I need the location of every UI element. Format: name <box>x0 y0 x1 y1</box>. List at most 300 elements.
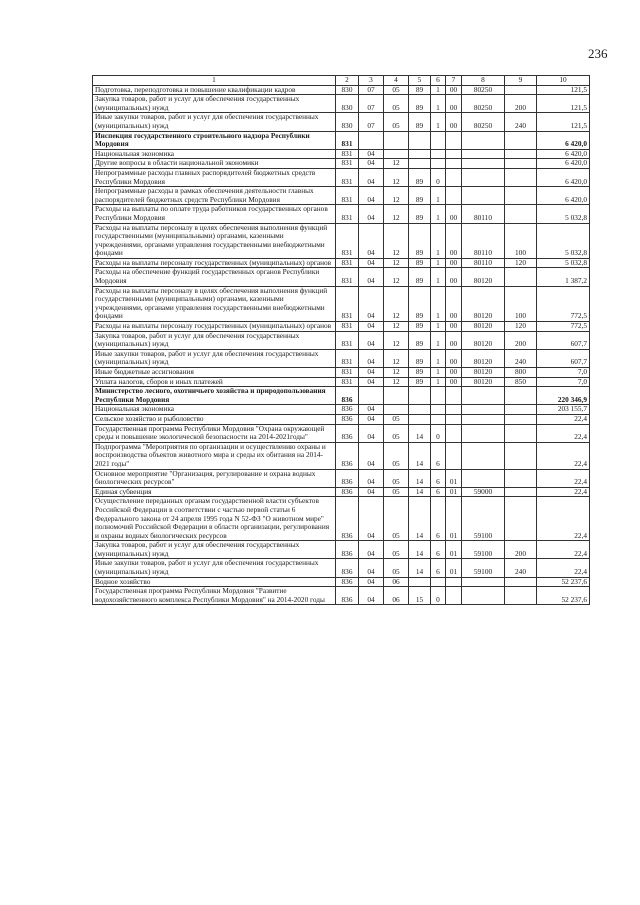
cell-section-code: 04 <box>359 268 384 286</box>
cell-direction-code: 80250 <box>462 113 505 131</box>
cell-subsection-code: 12 <box>384 368 409 378</box>
cell-item-name: Расходы на обеспечение функций государственных органов Республики Мордовия <box>93 268 336 286</box>
cell-amount: 6 420,0 <box>537 187 590 205</box>
cell-subsection-code: 06 <box>384 587 409 605</box>
cell-ministry-code: 831 <box>336 149 359 159</box>
cell-subsection-code: 12 <box>384 268 409 286</box>
cell-activity-code: 00 <box>446 205 462 223</box>
table-row <box>93 168 590 186</box>
cell-item-name: Иные закупки товаров, работ и услуг для обеспечения государственных (муниципальных) нужд <box>93 559 336 577</box>
cell-section-code: 07 <box>359 95 384 113</box>
cell-item-name: Министерство лесного, охотничьего хозяйства и природопользования Республики Мордовия <box>93 387 336 405</box>
cell-section-code: 04 <box>359 587 384 605</box>
table-row <box>93 268 590 286</box>
cell-program-code <box>409 149 431 159</box>
cell-direction-code: 80250 <box>462 95 505 113</box>
cell-section-code <box>359 387 384 405</box>
cell-amount: 5 032,8 <box>537 258 590 268</box>
cell-item-name: Инспекция государственного строительного надзора Республики Мордовия <box>93 131 336 149</box>
cell-section-code: 04 <box>359 187 384 205</box>
cell-subprogram-code: 0 <box>431 587 446 605</box>
cell-subprogram-code: 1 <box>431 286 446 321</box>
cell-program-code: 89 <box>409 85 431 95</box>
table-row <box>93 258 590 268</box>
cell-activity-code <box>446 424 462 442</box>
cell-amount: 772,5 <box>537 322 590 332</box>
cell-subsection-code: 12 <box>384 205 409 223</box>
cell-direction-code: 59100 <box>462 559 505 577</box>
cell-ministry-code: 836 <box>336 424 359 442</box>
cell-activity-code: 00 <box>446 258 462 268</box>
cell-section-code: 04 <box>359 405 384 415</box>
column-header-4: 4 <box>384 76 409 86</box>
cell-program-code <box>409 159 431 169</box>
cell-direction-code <box>462 469 505 487</box>
cell-ministry-code: 836 <box>336 559 359 577</box>
cell-direction-code: 80120 <box>462 286 505 321</box>
cell-subprogram-code <box>431 131 446 149</box>
table-row <box>93 286 590 321</box>
cell-item-name: Подпрограмма "Мероприятия по организации и осуществлению охраны и воспроизводства объектов животного мира и среды их обитания на 2014-2021 годы" <box>93 442 336 469</box>
cell-subsection-code: 12 <box>384 187 409 205</box>
cell-expense-type-code: 240 <box>505 349 537 367</box>
cell-subsection-code <box>384 387 409 405</box>
cell-direction-code <box>462 442 505 469</box>
cell-amount: 5 032,8 <box>537 205 590 223</box>
cell-direction-code: 80120 <box>462 349 505 367</box>
cell-expense-type-code: 200 <box>505 95 537 113</box>
cell-expense-type-code: 100 <box>505 223 537 258</box>
cell-expense-type-code <box>505 168 537 186</box>
cell-program-code: 14 <box>409 487 431 497</box>
cell-program-code: 89 <box>409 223 431 258</box>
cell-program-code <box>409 414 431 424</box>
cell-subprogram-code: 6 <box>431 487 446 497</box>
cell-ministry-code: 831 <box>336 159 359 169</box>
cell-section-code: 07 <box>359 85 384 95</box>
cell-expense-type-code <box>505 577 537 587</box>
cell-amount: 6 420,0 <box>537 131 590 149</box>
cell-item-name: Национальная экономика <box>93 405 336 415</box>
cell-activity-code <box>446 587 462 605</box>
table-row <box>93 85 590 95</box>
cell-item-name: Иные закупки товаров, работ и услуг для обеспечения государственных (муниципальных) нужд <box>93 349 336 367</box>
cell-section-code: 04 <box>359 414 384 424</box>
cell-activity-code: 01 <box>446 559 462 577</box>
cell-subsection-code: 12 <box>384 349 409 367</box>
cell-subsection-code: 05 <box>384 559 409 577</box>
cell-amount: 22,4 <box>537 442 590 469</box>
table-row <box>93 387 590 405</box>
cell-item-name: Иные бюджетные ассигнования <box>93 368 336 378</box>
cell-section-code: 04 <box>359 577 384 587</box>
cell-subsection-code: 12 <box>384 223 409 258</box>
cell-activity-code <box>446 577 462 587</box>
table-row <box>93 95 590 113</box>
cell-activity-code <box>446 131 462 149</box>
cell-expense-type-code: 240 <box>505 113 537 131</box>
cell-item-name: Расходы на выплаты персоналу в целях обеспечения выполнения функций государственными (муниципальными) органами, казенными учреждениями, органами управления государственными внебюджетными фондами <box>93 286 336 321</box>
cell-direction-code <box>462 414 505 424</box>
page-number: 236 <box>588 46 608 61</box>
cell-subprogram-code: 6 <box>431 442 446 469</box>
cell-expense-type-code <box>505 149 537 159</box>
cell-expense-type-code <box>505 469 537 487</box>
cell-subprogram-code <box>431 405 446 415</box>
cell-ministry-code: 836 <box>336 387 359 405</box>
cell-ministry-code: 831 <box>336 268 359 286</box>
cell-item-name: Подготовка, переподготовка и повышение квалификации кадров <box>93 85 336 95</box>
cell-activity-code: 01 <box>446 469 462 487</box>
cell-section-code: 04 <box>359 559 384 577</box>
cell-item-name: Уплата налогов, сборов и иных платежей <box>93 377 336 387</box>
cell-direction-code <box>462 131 505 149</box>
cell-subprogram-code: 1 <box>431 258 446 268</box>
cell-subsection-code <box>384 149 409 159</box>
cell-program-code: 89 <box>409 377 431 387</box>
cell-ministry-code: 831 <box>336 322 359 332</box>
cell-section-code: 04 <box>359 322 384 332</box>
cell-subsection-code: 05 <box>384 85 409 95</box>
cell-item-name: Расходы на выплаты персоналу государственных (муниципальных) органов <box>93 258 336 268</box>
cell-section-code: 04 <box>359 168 384 186</box>
cell-amount: 5 032,8 <box>537 223 590 258</box>
table-row <box>93 113 590 131</box>
cell-item-name: Расходы на выплаты по оплате труда работников государственных органов Республики Мордовия <box>93 205 336 223</box>
cell-amount: 607,7 <box>537 349 590 367</box>
cell-expense-type-code: 120 <box>505 322 537 332</box>
cell-expense-type-code <box>505 268 537 286</box>
table-row <box>93 187 590 205</box>
cell-subprogram-code: 1 <box>431 113 446 131</box>
table-row <box>93 205 590 223</box>
cell-direction-code: 80120 <box>462 268 505 286</box>
cell-subsection-code: 05 <box>384 442 409 469</box>
cell-subprogram-code: 6 <box>431 559 446 577</box>
cell-activity-code <box>446 187 462 205</box>
cell-activity-code: 00 <box>446 268 462 286</box>
cell-item-name: Водное хозяйство <box>93 577 336 587</box>
cell-ministry-code: 831 <box>336 331 359 349</box>
cell-direction-code <box>462 577 505 587</box>
cell-activity-code: 01 <box>446 541 462 559</box>
cell-program-code: 14 <box>409 442 431 469</box>
cell-subsection-code: 05 <box>384 113 409 131</box>
cell-amount: 220 346,9 <box>537 387 590 405</box>
cell-subprogram-code: 6 <box>431 469 446 487</box>
table-row <box>93 331 590 349</box>
cell-activity-code <box>446 405 462 415</box>
cell-subsection-code: 05 <box>384 424 409 442</box>
cell-direction-code <box>462 159 505 169</box>
cell-item-name: Национальная экономика <box>93 149 336 159</box>
cell-activity-code <box>446 387 462 405</box>
cell-subsection-code: 05 <box>384 541 409 559</box>
cell-program-code: 14 <box>409 424 431 442</box>
cell-program-code: 14 <box>409 541 431 559</box>
cell-subprogram-code: 1 <box>431 85 446 95</box>
table-row <box>93 159 590 169</box>
cell-expense-type-code: 240 <box>505 559 537 577</box>
cell-direction-code: 59100 <box>462 497 505 541</box>
cell-expense-type-code <box>505 497 537 541</box>
cell-direction-code: 59000 <box>462 487 505 497</box>
cell-subprogram-code: 1 <box>431 223 446 258</box>
cell-direction-code: 80120 <box>462 331 505 349</box>
cell-program-code <box>409 131 431 149</box>
cell-amount: 22,4 <box>537 424 590 442</box>
cell-section-code: 04 <box>359 205 384 223</box>
cell-ministry-code: 836 <box>336 497 359 541</box>
cell-program-code: 89 <box>409 113 431 131</box>
cell-section-code: 04 <box>359 424 384 442</box>
column-header-10: 10 <box>537 76 590 86</box>
cell-subsection-code: 12 <box>384 258 409 268</box>
cell-item-name: Расходы на выплаты персоналу в целях обеспечения выполнения функций государственными (муниципальными) органами, казенными учреждениями, органами управления государственными внебюджетными фондами <box>93 223 336 258</box>
cell-activity-code: 00 <box>446 223 462 258</box>
cell-section-code: 07 <box>359 113 384 131</box>
cell-direction-code <box>462 424 505 442</box>
cell-amount: 121,5 <box>537 95 590 113</box>
cell-direction-code <box>462 387 505 405</box>
cell-expense-type-code: 850 <box>505 377 537 387</box>
cell-section-code: 04 <box>359 368 384 378</box>
cell-item-name: Закупка товаров, работ и услуг для обеспечения государственных (муниципальных) нужд <box>93 331 336 349</box>
cell-item-name: Государственная программа Республики Мордовия "Развитие водохозяйственного комплекса Республики Мордовия" на 2014-2020 годы <box>93 587 336 605</box>
cell-subsection-code: 05 <box>384 414 409 424</box>
cell-expense-type-code <box>505 187 537 205</box>
cell-subprogram-code: 1 <box>431 349 446 367</box>
cell-section-code: 04 <box>359 349 384 367</box>
cell-activity-code: 00 <box>446 368 462 378</box>
cell-section-code: 04 <box>359 469 384 487</box>
table-row <box>93 487 590 497</box>
cell-amount: 6 420,0 <box>537 149 590 159</box>
cell-item-name: Основное мероприятие "Организация, регулирование и охрана водных биологических ресурсов" <box>93 469 336 487</box>
table-row <box>93 469 590 487</box>
table-row <box>93 223 590 258</box>
cell-direction-code <box>462 149 505 159</box>
cell-expense-type-code <box>505 131 537 149</box>
table-row <box>93 587 590 605</box>
table-row <box>93 577 590 587</box>
cell-ministry-code: 831 <box>336 258 359 268</box>
cell-direction-code: 80250 <box>462 85 505 95</box>
cell-activity-code: 00 <box>446 95 462 113</box>
cell-amount: 22,4 <box>537 487 590 497</box>
cell-subsection-code: 12 <box>384 168 409 186</box>
cell-program-code <box>409 577 431 587</box>
cell-program-code: 14 <box>409 559 431 577</box>
cell-item-name: Закупка товаров, работ и услуг для обеспечения государственных (муниципальных) нужд <box>93 541 336 559</box>
cell-direction-code: 80110 <box>462 205 505 223</box>
column-header-8: 8 <box>462 76 505 86</box>
cell-expense-type-code <box>505 442 537 469</box>
cell-ministry-code: 830 <box>336 95 359 113</box>
table-row <box>93 442 590 469</box>
cell-subprogram-code: 0 <box>431 168 446 186</box>
cell-subsection-code: 06 <box>384 577 409 587</box>
cell-subprogram-code: 1 <box>431 95 446 113</box>
table-row <box>93 541 590 559</box>
column-header-7: 7 <box>446 76 462 86</box>
cell-ministry-code: 831 <box>336 205 359 223</box>
cell-subprogram-code <box>431 577 446 587</box>
cell-program-code: 89 <box>409 286 431 321</box>
cell-expense-type-code: 800 <box>505 368 537 378</box>
cell-program-code: 89 <box>409 258 431 268</box>
cell-subprogram-code <box>431 387 446 405</box>
cell-expense-type-code <box>505 387 537 405</box>
cell-amount: 772,5 <box>537 286 590 321</box>
cell-ministry-code: 831 <box>336 286 359 321</box>
cell-expense-type-code <box>505 205 537 223</box>
cell-item-name: Сельское хозяйство и рыболовство <box>93 414 336 424</box>
cell-expense-type-code <box>505 85 537 95</box>
cell-item-name: Государственная программа Республики Мордовия "Охрана окружающей среды и повышение экологической безопасности на 2014-2021годы" <box>93 424 336 442</box>
cell-activity-code: 01 <box>446 497 462 541</box>
cell-section-code: 04 <box>359 223 384 258</box>
cell-ministry-code: 830 <box>336 113 359 131</box>
cell-expense-type-code <box>505 424 537 442</box>
cell-activity-code: 00 <box>446 113 462 131</box>
cell-ministry-code: 836 <box>336 405 359 415</box>
cell-subsection-code <box>384 405 409 415</box>
cell-ministry-code: 831 <box>336 223 359 258</box>
cell-subprogram-code: 1 <box>431 331 446 349</box>
cell-program-code <box>409 405 431 415</box>
cell-section-code: 04 <box>359 541 384 559</box>
cell-subsection-code: 05 <box>384 95 409 113</box>
cell-amount: 121,5 <box>537 85 590 95</box>
cell-expense-type-code <box>505 487 537 497</box>
cell-program-code: 14 <box>409 469 431 487</box>
cell-activity-code: 00 <box>446 331 462 349</box>
cell-activity-code <box>446 168 462 186</box>
cell-ministry-code: 831 <box>336 377 359 387</box>
cell-subsection-code: 05 <box>384 497 409 541</box>
cell-activity-code: 00 <box>446 85 462 95</box>
cell-amount: 203 155,7 <box>537 405 590 415</box>
column-header-1: 1 <box>93 76 336 86</box>
cell-amount: 22,4 <box>537 559 590 577</box>
cell-expense-type-code: 120 <box>505 258 537 268</box>
cell-ministry-code: 836 <box>336 469 359 487</box>
table-row <box>93 377 590 387</box>
cell-item-name: Расходы на выплаты персоналу государственных (муниципальных) органов <box>93 322 336 332</box>
cell-subsection-code: 12 <box>384 322 409 332</box>
table-row <box>93 149 590 159</box>
cell-item-name: Непрограммные расходы в рамках обеспечения деятельности главных распорядителей бюджетных средств Республики Мордовия <box>93 187 336 205</box>
cell-section-code: 04 <box>359 258 384 268</box>
cell-subsection-code: 05 <box>384 487 409 497</box>
table-row <box>93 322 590 332</box>
cell-program-code: 89 <box>409 187 431 205</box>
cell-activity-code: 00 <box>446 377 462 387</box>
cell-subsection-code: 12 <box>384 377 409 387</box>
cell-activity-code <box>446 442 462 469</box>
cell-direction-code <box>462 587 505 605</box>
cell-ministry-code: 831 <box>336 168 359 186</box>
cell-amount: 1 387,2 <box>537 268 590 286</box>
table-row <box>93 405 590 415</box>
cell-program-code <box>409 387 431 405</box>
cell-activity-code <box>446 159 462 169</box>
cell-activity-code: 00 <box>446 349 462 367</box>
cell-expense-type-code: 200 <box>505 331 537 349</box>
table-row <box>93 349 590 367</box>
cell-item-name: Непрограммные расходы главных распорядителей бюджетных средств Республики Мордовия <box>93 168 336 186</box>
column-header-5: 5 <box>409 76 431 86</box>
budget-table <box>92 75 590 605</box>
cell-item-name: Закупка товаров, работ и услуг для обеспечения государственных (муниципальных) нужд <box>93 95 336 113</box>
cell-amount: 22,4 <box>537 497 590 541</box>
cell-subsection-code: 12 <box>384 159 409 169</box>
cell-direction-code: 80110 <box>462 258 505 268</box>
cell-expense-type-code: 200 <box>505 541 537 559</box>
cell-section-code: 04 <box>359 331 384 349</box>
cell-subprogram-code: 1 <box>431 368 446 378</box>
cell-program-code: 89 <box>409 349 431 367</box>
cell-program-code: 89 <box>409 368 431 378</box>
cell-activity-code: 01 <box>446 487 462 497</box>
cell-subsection-code: 12 <box>384 286 409 321</box>
cell-program-code: 89 <box>409 331 431 349</box>
cell-subprogram-code <box>431 159 446 169</box>
cell-expense-type-code <box>505 414 537 424</box>
cell-ministry-code: 836 <box>336 587 359 605</box>
cell-direction-code <box>462 187 505 205</box>
cell-direction-code: 80120 <box>462 368 505 378</box>
cell-subprogram-code: 1 <box>431 268 446 286</box>
table-body <box>93 85 590 605</box>
cell-direction-code: 80120 <box>462 322 505 332</box>
cell-program-code: 89 <box>409 268 431 286</box>
cell-subprogram-code: 6 <box>431 497 446 541</box>
cell-section-code: 04 <box>359 149 384 159</box>
cell-ministry-code: 831 <box>336 131 359 149</box>
cell-direction-code: 80120 <box>462 377 505 387</box>
cell-program-code: 89 <box>409 95 431 113</box>
cell-ministry-code: 836 <box>336 577 359 587</box>
cell-program-code: 15 <box>409 587 431 605</box>
cell-direction-code: 80110 <box>462 223 505 258</box>
table-row <box>93 497 590 541</box>
cell-subprogram-code: 1 <box>431 205 446 223</box>
cell-item-name: Другие вопросы в области национальной экономики <box>93 159 336 169</box>
cell-amount: 6 420,0 <box>537 168 590 186</box>
cell-program-code: 89 <box>409 205 431 223</box>
cell-section-code <box>359 131 384 149</box>
cell-item-name: Единая субвенция <box>93 487 336 497</box>
table-row <box>93 424 590 442</box>
cell-subsection-code: 05 <box>384 469 409 487</box>
column-header-3: 3 <box>359 76 384 86</box>
cell-amount: 7,0 <box>537 377 590 387</box>
cell-activity-code <box>446 414 462 424</box>
cell-subprogram-code: 1 <box>431 187 446 205</box>
cell-amount: 121,5 <box>537 113 590 131</box>
cell-program-code: 89 <box>409 322 431 332</box>
cell-ministry-code: 831 <box>336 349 359 367</box>
cell-subsection-code <box>384 131 409 149</box>
cell-ministry-code: 836 <box>336 414 359 424</box>
cell-section-code: 04 <box>359 286 384 321</box>
cell-program-code: 14 <box>409 497 431 541</box>
cell-section-code: 04 <box>359 159 384 169</box>
column-header-2: 2 <box>336 76 359 86</box>
cell-section-code: 04 <box>359 442 384 469</box>
